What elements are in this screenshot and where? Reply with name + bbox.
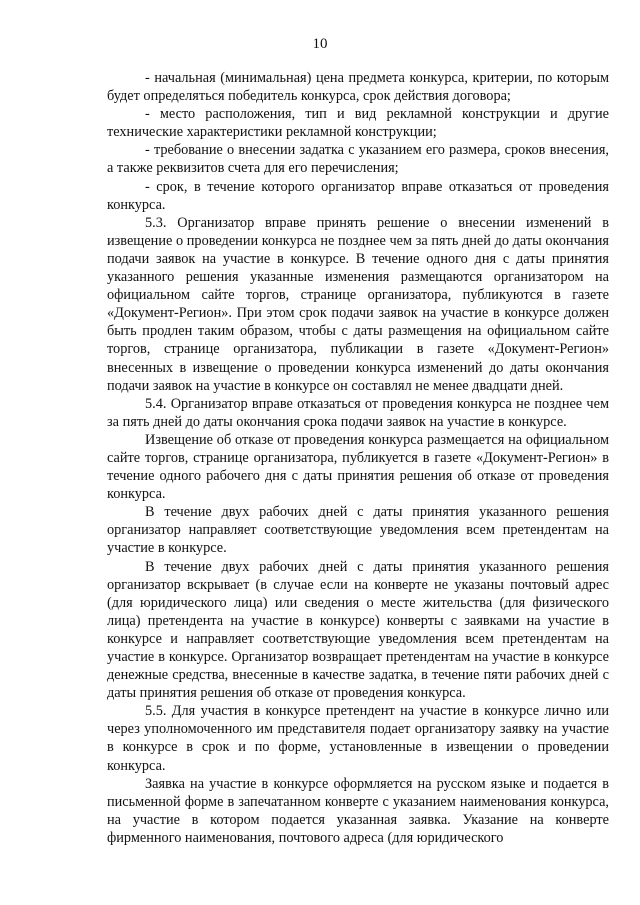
paragraph-5-4: 5.4. Организатор вправе отказаться от проведения конкурса не позднее чем за пять дней до даты окончания срока подачи заявок на участие в конкурсе. xyxy=(107,395,609,430)
page-number: 10 xyxy=(312,36,328,52)
paragraph-envelopes: В течение двух рабочих дней с даты принятия указанного решения организатор вскрывает (в случае если на конверте не указаны почтовый адрес (для юридического лица) или сведения о месте жительства (для физического лица) претендента на участие в конкурсе) конверты с заявками на участие в конкурсе и направляет соответствующие уведомления всем претендентам на участие в конкурсе. Организатор возвращает претендентам на участие в конкурсе денежные средства, внесенные в качестве задатка, в течение пяти рабочих дней с даты принятия решения об отказе от проведения конкурса. xyxy=(107,558,609,702)
paragraph-5-5: 5.5. Для участия в конкурсе претендент на участие в конкурсе лично или через уполномоченного им представителя подает организатору заявку на участие в конкурсе в срок и по форме, установленные в извещении о проведении конкурса. xyxy=(107,703,609,774)
document-body xyxy=(107,69,609,847)
list-item-initial-price: - начальная (минимальная) цена предмета конкурса, критерии, по которым будет определяться победитель конкурса, срок действия договора; xyxy=(107,70,609,105)
list-item-location: - место расположения, тип и вид рекламной конструкции и другие технические характеристики рекламной конструкции; xyxy=(107,106,609,141)
paragraph-5-3: 5.3. Организатор вправе принять решение о внесении изменений в извещение о проведении конкурса не позднее чем за пять дней до даты окончания подачи заявок на участие в конкурсе. В течение одного дня с даты принятия указанного решения указанные изменения размещаются организатором на официальном сайте торгов, странице организатора, публикуются в газете «Документ-Регион». При этом срок подачи заявок на участие в конкурсе должен быть продлен таким образом, чтобы с даты размещения на официальном сайте торгов, странице организатора, публикации в газете «Документ-Регион» внесенных в извещение о проведении конкурса изменений до даты окончания подачи заявок на участие в конкурсе он составлял не менее двадцати дней. xyxy=(107,214,609,394)
paragraph-refusal-notice: Извещение об отказе от проведения конкурса размещается на официальном сайте торгов, странице организатора, публикуется в газете «Документ-Регион» в течение одного рабочего дня с даты принятия решения об отказе от проведения конкурса. xyxy=(107,431,609,503)
list-item-refusal-term: - срок, в течение которого организатор вправе отказаться от проведения конкурса. xyxy=(107,178,609,213)
list-item-deposit: - требование о внесении задатка с указанием его размера, сроков внесения, а также реквизитов счета для его перечисления; xyxy=(107,142,609,177)
paragraph-notifications: В течение двух рабочих дней с даты принятия указанного решения организатор направляет соответствующие уведомления всем претендентам на участие в конкурсе. xyxy=(107,504,609,557)
paragraph-application-form: Заявка на участие в конкурсе оформляется на русском языке и подается в письменной форме в запечатанном конверте с указанием наименования конкурса, на участие в котором подается указанная заявка. Указание на конверте фирменного наименования, почтового адреса (для юридического xyxy=(107,775,609,846)
